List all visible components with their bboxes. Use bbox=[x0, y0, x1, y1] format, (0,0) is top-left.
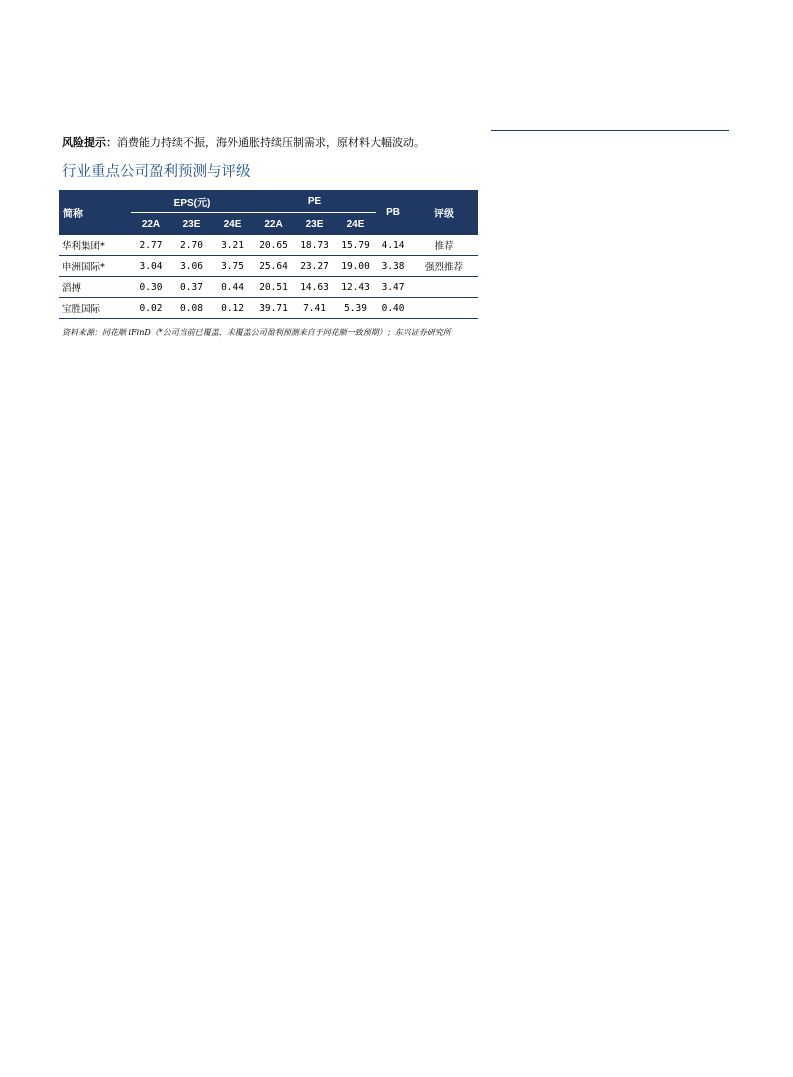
eps-23e: 3.06 bbox=[171, 256, 212, 277]
header-eps-23e: 23E bbox=[171, 213, 212, 236]
risk-warning bbox=[62, 135, 482, 151]
table-header-row bbox=[59, 190, 478, 213]
eps-22a: 3.04 bbox=[131, 256, 171, 277]
risk-warning-text: 消费能力持续不振，海外通胀持续压制需求，原材料大幅波动。 bbox=[117, 136, 425, 149]
pb-value: 0.40 bbox=[376, 298, 410, 319]
pe-22a: 20.65 bbox=[253, 235, 294, 256]
pb-value: 4.14 bbox=[376, 235, 410, 256]
pe-22a: 20.51 bbox=[253, 277, 294, 298]
pe-23e: 7.41 bbox=[294, 298, 335, 319]
rating-value bbox=[410, 298, 478, 319]
eps-22a: 2.77 bbox=[131, 235, 171, 256]
earnings-forecast-table bbox=[59, 190, 478, 319]
source-note: 资料来源：同花顺 iFinD（*公司当前已覆盖，未覆盖公司盈利预测来自于同花顺一致预期）；东兴证券研究所 bbox=[62, 328, 451, 337]
company-name: 滔搏 bbox=[59, 277, 131, 298]
pe-24e: 19.00 bbox=[335, 256, 376, 277]
table-row bbox=[59, 277, 478, 298]
eps-24e: 0.12 bbox=[212, 298, 253, 319]
rating-value: 强烈推荐 bbox=[410, 256, 478, 277]
header-rule bbox=[491, 130, 729, 131]
header-pe-24e: 24E bbox=[335, 213, 376, 236]
header-rating: 评级 bbox=[410, 190, 478, 235]
pe-24e: 15.79 bbox=[335, 235, 376, 256]
rating-value bbox=[410, 277, 478, 298]
table-row bbox=[59, 298, 478, 319]
eps-22a: 0.02 bbox=[131, 298, 171, 319]
pe-22a: 39.71 bbox=[253, 298, 294, 319]
table-row bbox=[59, 235, 478, 256]
header-pe-group: PE bbox=[253, 190, 376, 213]
table-row bbox=[59, 256, 478, 277]
header-eps-group: EPS(元) bbox=[131, 190, 253, 213]
company-name: 华利集团* bbox=[59, 235, 131, 256]
risk-warning-label: 风险提示： bbox=[62, 136, 117, 149]
header-pe-22a: 22A bbox=[253, 213, 294, 236]
eps-23e: 2.70 bbox=[171, 235, 212, 256]
header-pb: PB bbox=[376, 190, 410, 235]
pe-24e: 12.43 bbox=[335, 277, 376, 298]
pe-23e: 14.63 bbox=[294, 277, 335, 298]
pb-value: 3.47 bbox=[376, 277, 410, 298]
company-name: 申洲国际* bbox=[59, 256, 131, 277]
header-eps-24e: 24E bbox=[212, 213, 253, 236]
eps-23e: 0.37 bbox=[171, 277, 212, 298]
pb-value: 3.38 bbox=[376, 256, 410, 277]
company-name: 宝胜国际 bbox=[59, 298, 131, 319]
eps-22a: 0.30 bbox=[131, 277, 171, 298]
pe-24e: 5.39 bbox=[335, 298, 376, 319]
eps-24e: 3.75 bbox=[212, 256, 253, 277]
rating-value: 推荐 bbox=[410, 235, 478, 256]
header-eps-22a: 22A bbox=[131, 213, 171, 236]
eps-23e: 0.08 bbox=[171, 298, 212, 319]
eps-24e: 3.21 bbox=[212, 235, 253, 256]
section-title: 行业重点公司盈利预测与评级 bbox=[62, 164, 251, 180]
pe-23e: 18.73 bbox=[294, 235, 335, 256]
eps-24e: 0.44 bbox=[212, 277, 253, 298]
header-pe-23e: 23E bbox=[294, 213, 335, 236]
header-name: 简称 bbox=[59, 190, 131, 235]
pe-23e: 23.27 bbox=[294, 256, 335, 277]
pe-22a: 25.64 bbox=[253, 256, 294, 277]
